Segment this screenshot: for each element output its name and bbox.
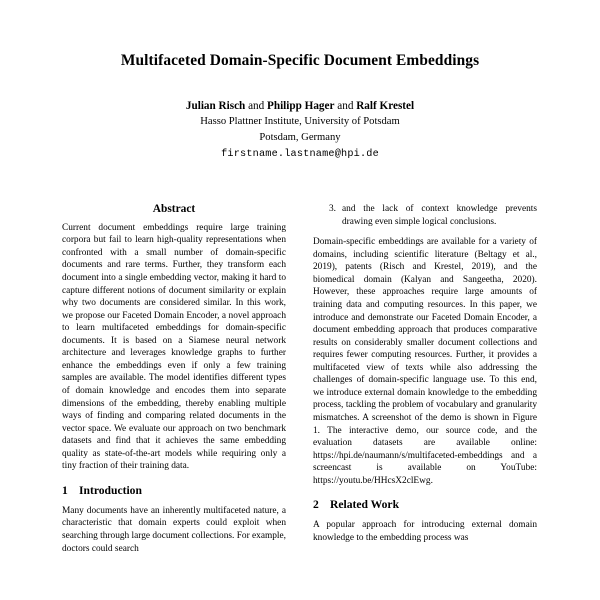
list-item-marker: 3. xyxy=(329,204,337,214)
author-conjunction-2: and xyxy=(337,100,354,113)
abstract-text: Current document embeddings require large training corpora but fail to learn high-quality representations when confronted with a small number of domain-specific documents and rare terms. Further, they transform each document into a single embedding vector, making it hard to capture different notions of document similarity or explain why two documents are considered similar. In this work, we propose our Faceted Domain Encoder, a novel approach to learn multifaceted embeddings for domain-specific documents. It is based on a Siamese neural network architecture and leverages knowledge graphs to further enhance the embeddings even if only a few training samples are available. The model identifies different types of domain knowledge and encodes them into separate dimensions of the embedding, thereby enabling multiple ways of finding and comparing related documents in the vector space. We evaluate our approach on two benchmark datasets and find that it achieves the same embedding quality as state-of-the-art models while requiring only a tiny fraction of their training data. xyxy=(62,222,286,472)
affiliation: Hasso Plattner Institute, University of Potsdam xyxy=(200,116,400,128)
right-column xyxy=(313,203,537,600)
paper-header xyxy=(0,0,600,160)
author-email: firstname.lastname@hpi.de xyxy=(221,149,379,161)
related-work-paragraph: A popular approach for introducing external domain knowledge to the embedding process was xyxy=(313,520,537,543)
author-conjunction-1: and xyxy=(248,100,265,113)
author-name-1: Julian Risch xyxy=(185,100,246,113)
page-title: Multifaceted Domain-Specific Document Embeddings xyxy=(120,52,480,69)
author-list xyxy=(0,99,600,114)
introduction-paragraph: Many documents have an inherently multifaceted nature, a characteristic that domain experts could exploit when searching through large document collections. For example, doctors could search xyxy=(62,505,286,554)
section-number-2: 2 xyxy=(313,498,319,512)
right-column-paragraph: Domain-specific embeddings are available for a variety of domains, including scientific literature (Beltagy et al., 2019), patents (Risch and Krestel, 2019), and the biomedical domain (Kalyan and Sangeetha, 2020). However, these approaches require large amounts of training data and computing resources. In this paper, we introduce and demonstrate our Faceted Domain Encoder, a document embedding approach that produces comparative results on considerably smaller document collections and requires fewer computing resources. Further, it provides a multifaceted view of texts while also addressing the challenges of domain-specific language use. To this end, we introduce external domain knowledge to the embedding process, tackling the problem of vocabulary and granularity mismatches. A screenshot of the demo is shown in Figure 1. The interactive demo, our source code, and the evaluation datasets are available online: https://hpi.de/naumann/s/multifaceted-embeddings and a screencast is available on YouTube: https://youtu.be/HHcsX2clEwg. xyxy=(313,237,537,486)
section-heading-introduction xyxy=(62,484,286,498)
left-column xyxy=(62,203,286,600)
author-name-3: Ralf Krestel xyxy=(356,100,415,113)
section-title-2: Related Work xyxy=(330,498,400,512)
two-column-body xyxy=(62,203,538,600)
affiliation-location: Potsdam, Germany xyxy=(259,131,341,143)
author-name-2: Philipp Hager xyxy=(267,100,335,113)
section-number-1: 1 xyxy=(62,483,68,497)
numbered-list xyxy=(313,203,537,228)
section-title-1: Introduction xyxy=(79,483,142,497)
section-heading-related-work xyxy=(313,498,537,512)
list-item-text: and the lack of context knowledge prevents drawing even simple logical conclusions. xyxy=(342,204,537,227)
abstract-heading: Abstract xyxy=(152,203,196,215)
list-item xyxy=(329,203,537,228)
